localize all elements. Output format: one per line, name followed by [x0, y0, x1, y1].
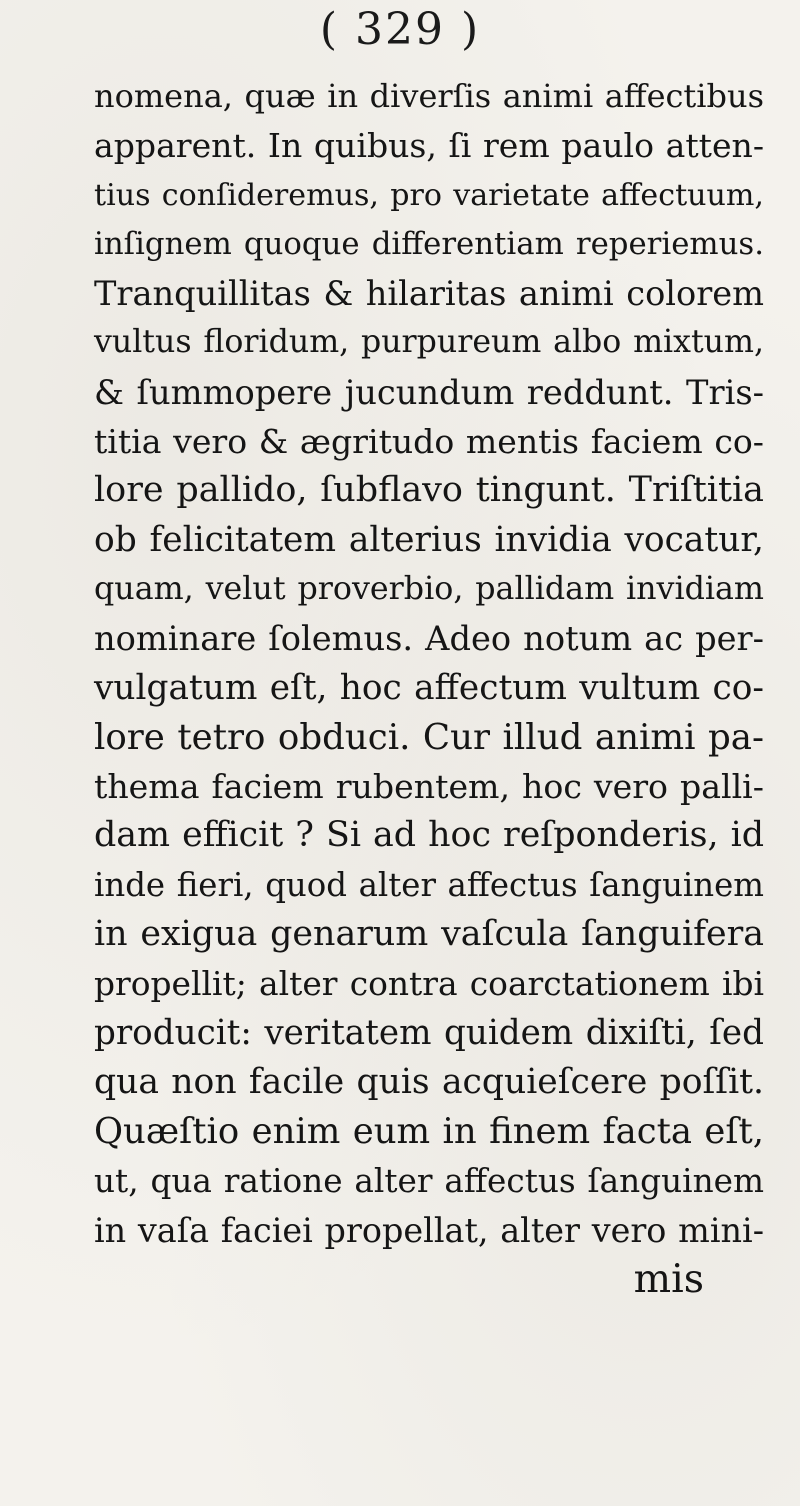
- text-line: inde fieri, quod alter affectus ſanguinem: [94, 865, 764, 904]
- text-line: ut, qua ratione alter affectus ſanguinem: [94, 1161, 764, 1200]
- text-line: dam efficit ? Si ad hoc reſponderis, id: [94, 815, 764, 856]
- text-line: lore tetro obduci. Cur illud animi pa-: [94, 716, 764, 758]
- text-line: Quæſtio enim eum in finem facta eſt,: [94, 1111, 764, 1153]
- text-line: thema faciem rubentem, hoc vero palli-: [94, 767, 764, 807]
- text-line: inſignem quoque differentiam reperiemus.: [94, 225, 764, 262]
- catchword: mis: [633, 1256, 704, 1303]
- text-line: & ſummopere jucundum reddunt. Tris-: [94, 372, 764, 412]
- text-line: quam, velut proverbio, pallidam invidiam: [94, 570, 764, 607]
- text-line: lore pallido, ſubflavo tingunt. Triſtitia: [94, 470, 764, 511]
- text-line: titia vero & ægritudo mentis faciem co-: [94, 422, 764, 462]
- body-text: [94, 72, 764, 1304]
- text-line: nomena, quæ in diverſis animi affectibus: [94, 77, 764, 115]
- text-line: vultus floridum, purpureum albo mixtum,: [94, 324, 764, 361]
- text-line: nominare ſolemus. Adeo notum ac per-: [94, 619, 764, 659]
- text-line: producit: veritatem quidem dixiſti, ſed: [94, 1012, 764, 1053]
- page-number-header: ( 329 ): [319, 4, 481, 55]
- text-line: apparent. In quibus, ſi rem paulo atten-: [94, 126, 764, 166]
- text-line: Tranquillitas & hilaritas animi colorem: [94, 274, 764, 314]
- text-line: in exigua genarum vaſcula ſanguifera: [94, 914, 764, 955]
- text-line: propellit; alter contra coarctationem ibi: [94, 964, 764, 1004]
- text-line: qua non facile quis acquieſcere poſſit.: [94, 1061, 764, 1102]
- text-line: in vaſa faciei propellat, alter vero mini-: [94, 1210, 764, 1250]
- text-line: ob felicitatem alterius invidia vocatur,: [94, 519, 764, 560]
- text-line: vulgatum eſt, hoc affectum vultum co-: [94, 667, 764, 708]
- text-line: tius conſideremus, pro varietate affectuum,: [94, 177, 764, 213]
